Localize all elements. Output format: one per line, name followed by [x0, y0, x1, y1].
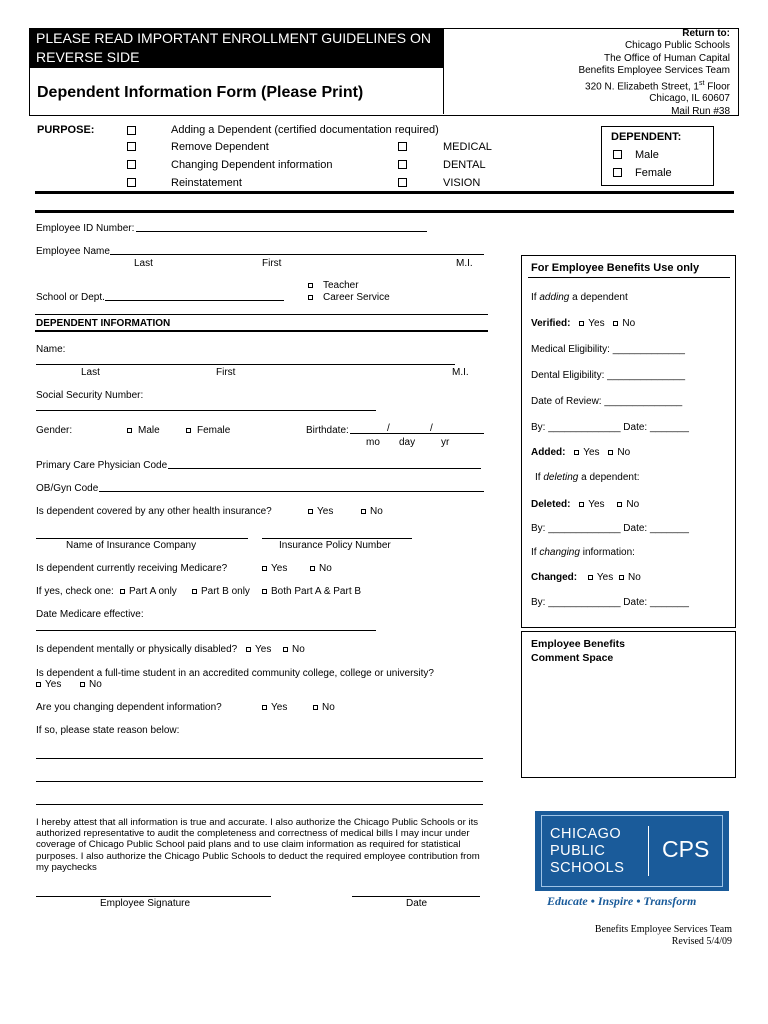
checkbox[interactable]: [308, 509, 313, 514]
deleted-row: Deleted: Yes No: [531, 499, 640, 510]
checkbox[interactable]: [80, 682, 85, 687]
checkbox[interactable]: [283, 647, 288, 652]
employee-id-input[interactable]: [136, 231, 427, 232]
date-label: Date: [406, 898, 428, 909]
checkbox[interactable]: [127, 126, 136, 135]
checkbox[interactable]: [398, 178, 407, 187]
by-date-adding[interactable]: By: _____________ Date: _______: [531, 422, 689, 433]
purpose-option-reinstate[interactable]: [127, 177, 136, 188]
insurance-policy-input[interactable]: [262, 538, 412, 539]
checkbox[interactable]: [619, 575, 624, 580]
pcp-input[interactable]: [168, 468, 481, 469]
verified-no[interactable]: No: [613, 318, 635, 329]
purpose-label-remove: Remove Dependent: [171, 141, 269, 153]
birthdate-yr: yr: [441, 437, 450, 448]
cps-logo-divider: [648, 826, 649, 876]
return-address: [578, 28, 730, 118]
banner-line-2: REVERSE SIDE: [36, 49, 140, 65]
birthdate-slash: /: [387, 423, 390, 434]
checkbox[interactable]: [574, 450, 579, 455]
changed-row: Changed: Yes No: [531, 572, 641, 583]
footer-revised: Revised 5/4/09: [671, 936, 732, 947]
medicare-part-a[interactable]: Part A only: [120, 586, 177, 597]
cps-logo: [535, 811, 729, 891]
disabled-yes[interactable]: Yes: [246, 644, 271, 655]
birthdate-label: Birthdate:: [306, 425, 349, 436]
return-line: Chicago Public Schools: [624, 40, 730, 52]
cps-logo-abbr: CPS: [662, 836, 710, 862]
comment-box-title: Employee Benefits Comment Space: [531, 638, 625, 664]
dental-eligibility[interactable]: Dental Eligibility: ______________: [531, 370, 686, 381]
checkbox[interactable]: [127, 160, 136, 169]
divider-thick: [35, 210, 734, 213]
birthdate-day: day: [399, 437, 416, 448]
coverage-medical-checkbox[interactable]: [398, 141, 407, 152]
birthdate-input[interactable]: [350, 433, 484, 434]
header-divider: [443, 28, 444, 114]
cps-tagline: Educate • Inspire • Transform: [547, 894, 697, 908]
disabled-no[interactable]: No: [283, 644, 305, 655]
return-label: Return to:: [682, 28, 730, 39]
birthdate-mo: mo: [366, 437, 380, 448]
changed-no[interactable]: No: [619, 572, 641, 583]
checkbox[interactable]: [262, 566, 267, 571]
checkbox[interactable]: [127, 178, 136, 187]
signature-label: Employee Signature: [100, 898, 191, 909]
checkbox[interactable]: [613, 150, 622, 159]
deleted-no[interactable]: No: [617, 499, 639, 510]
reason-label: If so, please state reason below:: [36, 725, 180, 736]
benefits-title-underline: [528, 277, 730, 278]
cps-logo-wordmark: CHICAGO PUBLIC SCHOOLS: [550, 826, 625, 876]
dependent-male-checkbox[interactable]: [613, 149, 622, 160]
coverage-vision-label: VISION: [443, 177, 481, 189]
checkbox[interactable]: [313, 705, 318, 710]
divider-thick: [35, 191, 734, 194]
deleting-label: If deleting a dependent:: [535, 472, 640, 483]
medicare-yes[interactable]: Yes: [262, 563, 287, 574]
employee-name-first: First: [262, 258, 282, 269]
employee-name-last: Last: [134, 258, 153, 269]
dependent-male-label: Male: [635, 149, 659, 161]
insurance-policy-label: Insurance Policy Number: [279, 540, 391, 551]
checkbox[interactable]: [308, 295, 313, 300]
banner-line-1: PLEASE READ IMPORTANT ENROLLMENT GUIDELINES ON: [36, 30, 431, 46]
dependent-female-checkbox[interactable]: [613, 167, 622, 178]
student-yes[interactable]: Yes: [36, 679, 61, 690]
checkbox[interactable]: [308, 283, 313, 288]
teacher-option[interactable]: Teacher: [308, 280, 359, 291]
signature-input[interactable]: [36, 896, 271, 897]
checkbox[interactable]: [127, 142, 136, 151]
dependent-name-last: Last: [81, 367, 100, 378]
changing-label: If changing information:: [531, 547, 635, 558]
date-of-review[interactable]: Date of Review: ______________: [531, 396, 683, 407]
other-insurance-no[interactable]: No: [361, 506, 383, 517]
medicare-no[interactable]: No: [310, 563, 332, 574]
verified-row: Verified: Yes No: [531, 318, 636, 329]
career-service-option[interactable]: Career Service: [308, 292, 390, 303]
insurance-company-label: Name of Insurance Company: [66, 540, 197, 551]
deleted-yes[interactable]: Yes: [579, 499, 604, 510]
other-insurance-yes[interactable]: Yes: [308, 506, 333, 517]
coverage-dental-label: DENTAL: [443, 159, 486, 171]
checkbox[interactable]: [127, 428, 132, 433]
purpose-label-change: Changing Dependent information: [171, 159, 333, 171]
return-line: Mail Run #38: [671, 105, 730, 117]
dependent-name-input[interactable]: [36, 364, 455, 365]
medicare-date-label: Date Medicare effective:: [36, 609, 144, 620]
other-insurance-question: Is dependent covered by any other health insurance?: [36, 506, 272, 517]
obgyn-input[interactable]: [99, 491, 484, 492]
changing-question: Are you changing dependent information?: [36, 702, 222, 713]
checkbox[interactable]: [361, 509, 366, 514]
birthdate-slash: /: [430, 423, 433, 434]
dependent-name-label: Name:: [36, 344, 66, 355]
checkbox[interactable]: [613, 321, 618, 326]
school-dept-label: School or Dept.: [36, 292, 105, 303]
insurance-company-input[interactable]: [36, 538, 248, 539]
changing-no[interactable]: No: [313, 702, 335, 713]
ssn-label: Social Security Number:: [36, 390, 144, 401]
employee-id-label: Employee ID Number:: [36, 223, 135, 234]
changed-yes[interactable]: Yes: [588, 572, 613, 583]
obgyn-label: OB/Gyn Code: [36, 483, 99, 494]
dependent-section-title: DEPENDENT INFORMATION: [36, 318, 171, 329]
student-question: Is dependent a full-time student in an accredited community college, college or university?: [36, 668, 434, 679]
return-line: The Office of Human Capital: [604, 52, 730, 64]
coverage-vision-checkbox[interactable]: [398, 177, 407, 188]
purpose-label-reinstate: Reinstatement: [171, 177, 242, 189]
benefits-panel-title: For Employee Benefits Use only: [531, 262, 700, 274]
disabled-question: Is dependent mentally or physically disabled?: [36, 644, 238, 655]
changing-yes[interactable]: Yes: [262, 702, 287, 713]
by-date-deleting[interactable]: By: _____________ Date: _______: [531, 523, 689, 534]
dependent-gender-box: [601, 126, 714, 186]
checkbox[interactable]: [579, 502, 584, 507]
return-line: Chicago, IL 60607: [649, 93, 730, 105]
reason-input-line[interactable]: [36, 804, 483, 805]
checkbox[interactable]: [579, 321, 584, 326]
checkbox[interactable]: [186, 428, 191, 433]
medicare-date-input[interactable]: [36, 630, 376, 631]
dependent-name-mi: M.I.: [452, 367, 469, 378]
dependent-name-first: First: [216, 367, 236, 378]
checkbox[interactable]: [310, 566, 315, 571]
checkbox[interactable]: [192, 589, 197, 594]
medicare-part-b[interactable]: Part B only: [192, 586, 250, 597]
purpose-label: PURPOSE:: [37, 124, 95, 136]
checkbox[interactable]: [246, 647, 251, 652]
checkbox[interactable]: [588, 575, 593, 580]
checkbox[interactable]: [398, 142, 407, 151]
reason-input-line[interactable]: [36, 758, 483, 759]
verified-yes[interactable]: Yes: [579, 318, 604, 329]
return-line: Benefits Employee Services Team: [578, 65, 730, 77]
by-date-changing[interactable]: By: _____________ Date: _______: [531, 597, 689, 608]
purpose-option-change[interactable]: [127, 159, 136, 170]
dependent-female-label: Female: [635, 167, 672, 179]
reason-input-line[interactable]: [36, 781, 483, 782]
footer-team: Benefits Employee Services Team: [594, 924, 732, 935]
added-row: Added: Yes No: [531, 447, 631, 458]
pcp-label: Primary Care Physician Code: [36, 460, 168, 471]
dependent-gender-label: DEPENDENT:: [611, 131, 682, 143]
student-no[interactable]: No: [80, 679, 102, 690]
checkbox[interactable]: [120, 589, 125, 594]
added-yes[interactable]: Yes: [574, 447, 599, 458]
medicare-both[interactable]: Both Part A & Part B: [262, 586, 361, 597]
checkbox[interactable]: [617, 502, 622, 507]
comment-box[interactable]: [521, 631, 736, 778]
medicare-question: Is dependent currently receiving Medicare?: [36, 563, 228, 574]
checkbox[interactable]: [262, 589, 267, 594]
employee-name-input[interactable]: [110, 254, 484, 255]
return-line-street: 320 N. Elizabeth Street, 1st Floor: [585, 79, 730, 92]
section-divider: [35, 314, 488, 315]
purpose-label-add: Adding a Dependent (certified documentation required): [171, 124, 439, 136]
gender-male-option[interactable]: Male: [127, 425, 160, 436]
checkbox[interactable]: [613, 168, 622, 177]
gender-label: Gender:: [36, 425, 73, 436]
employee-name-label: Employee Name: [36, 246, 110, 257]
adding-label: If adding a dependent: [531, 292, 628, 303]
checkbox[interactable]: [398, 160, 407, 169]
ssn-input[interactable]: [36, 410, 376, 411]
checkbox[interactable]: [608, 450, 613, 455]
enrollment-banner: [29, 28, 443, 68]
section-divider: [35, 330, 488, 332]
medical-eligibility[interactable]: Medical Eligibility: _____________: [531, 344, 685, 355]
checkbox[interactable]: [262, 705, 267, 710]
school-dept-input[interactable]: [105, 300, 284, 301]
coverage-medical-label: MEDICAL: [443, 141, 492, 153]
check-one-label: If yes, check one:: [36, 586, 114, 597]
coverage-dental-checkbox[interactable]: [398, 159, 407, 170]
purpose-option-add[interactable]: [127, 124, 136, 136]
attestation-text: I hereby attest that all information is true and accurate. I also authorize the Chicago Public Schools or its authorized representative to audit the completeness and correctness of medical bills I may incur under coverage of Chicago Public School paid plans and to use claim information as required for statistical purposes. I also authorize the Chicago Public Schools to deduct the required employee contribution from my paychecks: [36, 817, 480, 873]
date-input[interactable]: [352, 896, 480, 897]
checkbox[interactable]: [36, 682, 41, 687]
purpose-option-remove[interactable]: [127, 141, 136, 152]
gender-female-option[interactable]: Female: [186, 425, 230, 436]
form-title: Dependent Information Form (Please Print): [37, 84, 364, 101]
added-no[interactable]: No: [608, 447, 630, 458]
employee-name-mi: M.I.: [456, 258, 473, 269]
